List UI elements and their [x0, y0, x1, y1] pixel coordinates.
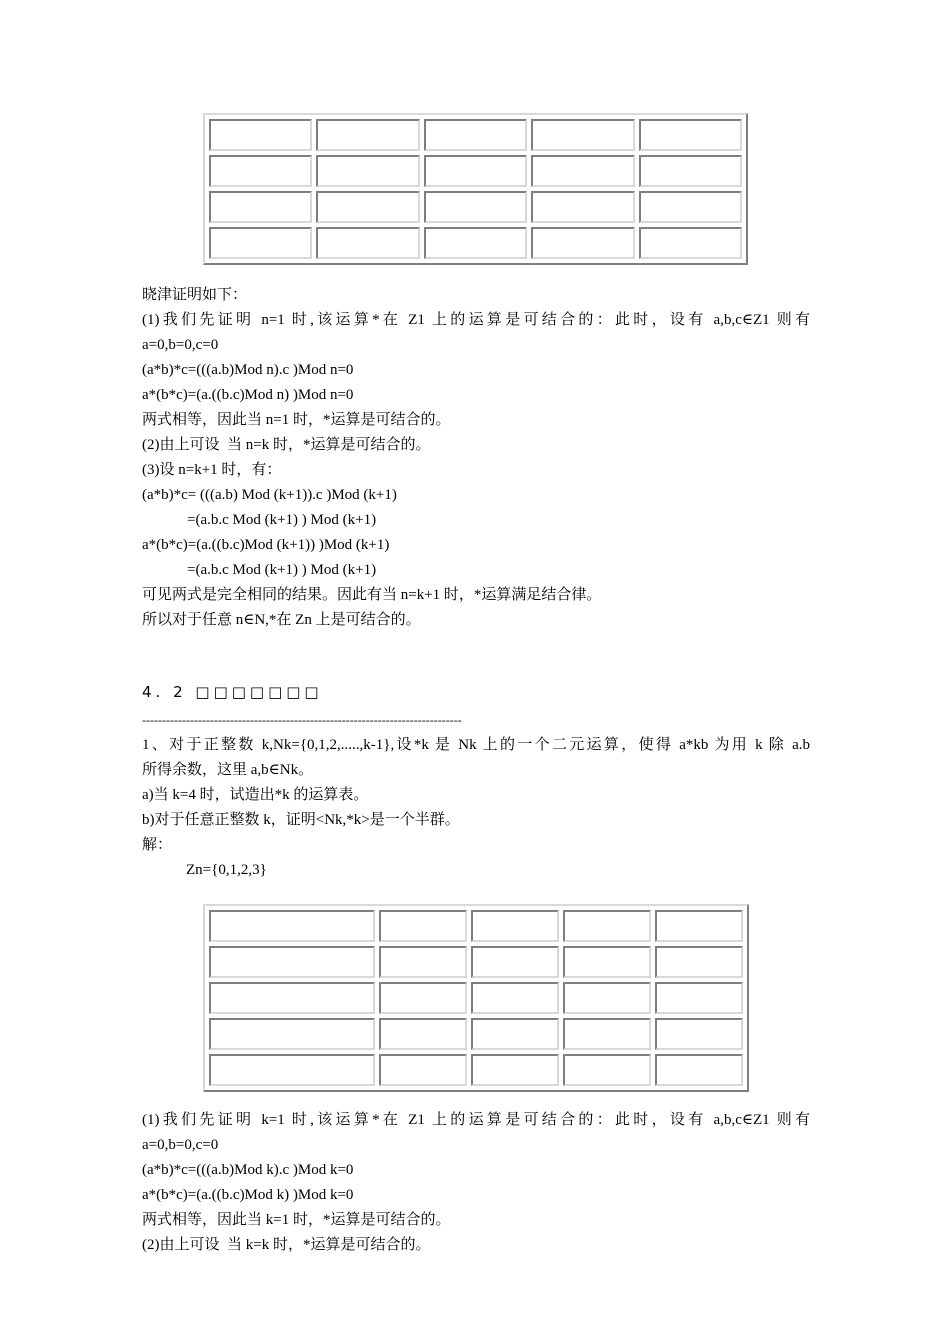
exercise-part-b: b)对于任意正整数 k，证明<Nk,*k>是一个半群。 — [142, 812, 460, 828]
equation-4: a*(b*c)=(a.((b.c)Mod (k+1)) )Mod (k+1) — [142, 537, 390, 553]
table-row — [209, 227, 742, 259]
solution-label: 解： — [142, 837, 173, 853]
proof-conclusion-1: 两式相等，因此当 n=1 时，*运算是可结合的。 — [142, 412, 451, 428]
exercise-part-a: a)当 k=4 时，试造出*k 的运算表。 — [142, 787, 369, 803]
table-row — [209, 155, 742, 187]
set-definition: Zn={0,1,2,3} — [186, 862, 267, 878]
proof2-step-2: (2)由上可设 当 k=k 时，*运算是可结合的。 — [142, 1237, 431, 1253]
proof-title: 晓津证明如下： — [142, 287, 248, 303]
exercise-question-1: 1、对于正整数 k,Nk={0,1,2,.....,k-1},设*k 是 Nk 上的一个二元运算，使得 a*kb 为用 k 除 a.b — [142, 737, 810, 753]
table-row — [209, 1054, 743, 1086]
table-row — [209, 119, 742, 151]
equation-3-continued: =(a.b.c Mod (k+1) ) Mod (k+1) — [187, 512, 377, 528]
proof-step-1: (1)我们先证明 n=1 时,该运算*在 Z1 上的运算是可结合的：此时，设有 a,b,c∈Z1 则有 — [142, 312, 810, 328]
proof2-equation-1: (a*b)*c=(((a.b)Mod k).c )Mod k=0 — [142, 1162, 354, 1178]
proof2-step-1-values: a=0,b=0,c=0 — [142, 1137, 219, 1153]
equation-3: (a*b)*c= (((a.b) Mod (k+1)).c )Mod (k+1) — [142, 487, 397, 503]
proof-conclusion-2: 可见两式是完全相同的结果。因此有当 n=k+1 时，*运算满足结合律。 — [142, 587, 602, 603]
equation-4-continued: =(a.b.c Mod (k+1) ) Mod (k+1) — [187, 562, 377, 578]
table-row — [209, 982, 743, 1014]
proof-step-1-values: a=0,b=0,c=0 — [142, 337, 219, 353]
table-row — [209, 946, 743, 978]
empty-table-bottom — [203, 904, 749, 1092]
proof-step-3: (3)设 n=k+1 时，有： — [142, 462, 282, 478]
table-row — [209, 1018, 743, 1050]
empty-table-top — [203, 113, 748, 265]
table-row — [209, 191, 742, 223]
proof-conclusion-3: 所以对于任意 n∈N,*在 Zn 上是可结合的。 — [142, 612, 421, 628]
proof2-equation-2: a*(b*c)=(a.((b.c)Mod k) )Mod k=0 — [142, 1187, 354, 1203]
section-heading: 4. 2 □□□□□□□ — [142, 683, 323, 701]
equation-right-assoc: a*(b*c)=(a.((b.c)Mod n) )Mod n=0 — [142, 387, 354, 403]
proof2-conclusion-1: 两式相等，因此当 k=1 时，*运算是可结合的。 — [142, 1212, 451, 1228]
section-divider: -------------------------------------------------------------------------------- — [142, 713, 462, 727]
proof-step-2: (2)由上可设 当 n=k 时，*运算是可结合的。 — [142, 437, 431, 453]
proof2-step-1: (1)我们先证明 k=1 时,该运算*在 Z1 上的运算是可结合的：此时，设有 a,b,c∈Z1 则有 — [142, 1112, 810, 1128]
equation-left-assoc: (a*b)*c=(((a.b)Mod n).c )Mod n=0 — [142, 362, 354, 378]
exercise-question-1-continued: 所得余数，这里 a,b∈Nk。 — [142, 762, 314, 778]
table-row — [209, 910, 743, 942]
